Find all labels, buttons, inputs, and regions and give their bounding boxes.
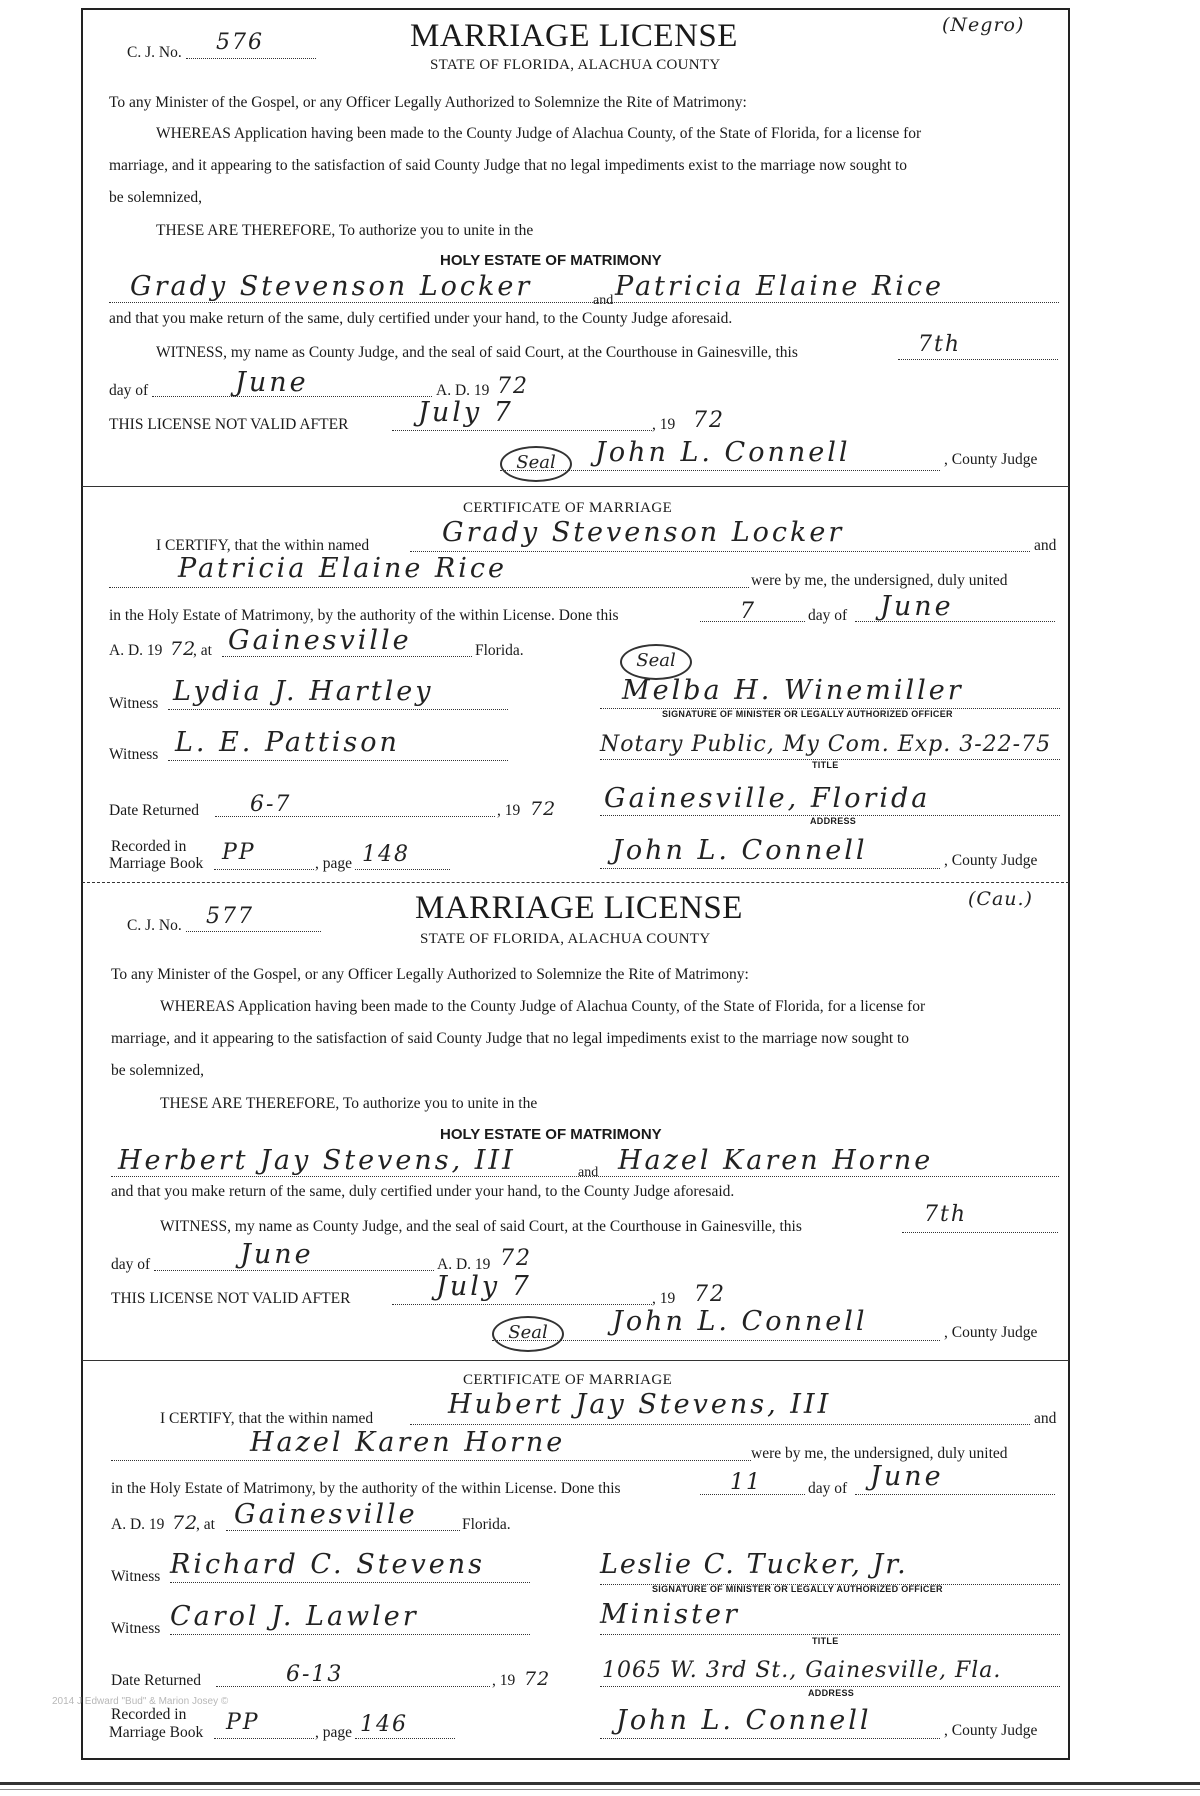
officer-signature: Melba H. Winemiller — [622, 675, 964, 706]
witness-1-name: Lydia J. Hartley — [173, 676, 434, 707]
and-word-2: and — [1034, 537, 1057, 554]
address-line: To any Minister of the Gospel, or any Officer Legally Authorized to Solemnize the Rite of Matrimony: — [111, 966, 749, 983]
year-suffix: , 19 — [652, 1290, 676, 1307]
florida-label: Florida. — [462, 1516, 511, 1533]
cert-groom-name: Hubert Jay Stevens, III — [448, 1389, 832, 1420]
title-caption: TITLE — [812, 1636, 839, 1646]
witness-1-label: Witness — [109, 695, 159, 712]
certify-line: I CERTIFY, that the within named — [160, 1410, 374, 1427]
witness-line: WITNESS, my name as County Judge, and the seal of said Court, at the Courthouse in Gainesville, this — [156, 344, 798, 361]
page-value: 146 — [360, 1712, 408, 1737]
witness-day: 7th — [918, 332, 962, 357]
county-judge-label-2: , County Judge — [944, 1722, 1038, 1739]
not-valid-label: THIS LICENSE NOT VALID AFTER — [111, 1290, 351, 1307]
day-of-label-2: day of — [808, 1480, 848, 1497]
recording-signature: John L. Connell — [612, 835, 868, 866]
ad-19-label: A. D. 19 — [436, 382, 490, 399]
whereas-line-3: be solemnized, — [111, 1062, 204, 1079]
recorded-in-label: Recorded in — [111, 838, 187, 855]
witness-1-label: Witness — [111, 1568, 161, 1585]
therefore-line: THESE ARE THEREFORE, To authorize you to unite in the — [160, 1095, 538, 1112]
valid-year: 72 — [693, 408, 725, 433]
signature-caption: SIGNATURE OF MINISTER OR LEGALLY AUTHORIZED OFFICER — [652, 1584, 943, 1594]
date-returned-value: 6-13 — [286, 1662, 344, 1687]
whereas-line-2: marriage, and it appearing to the satisfaction of said County Judge that no legal impediments exist to the marriage now sought to — [111, 1030, 910, 1047]
certify-line: I CERTIFY, that the within named — [156, 537, 370, 554]
signature-caption: SIGNATURE OF MINISTER OR LEGALLY AUTHORIZED OFFICER — [662, 709, 953, 719]
recorded-in-label: Recorded in — [111, 1706, 187, 1723]
address-caption: ADDRESS — [808, 1688, 855, 1698]
race-note: (Cau.) — [968, 888, 1033, 910]
whereas-line-1: WHEREAS Application having been made to the County Judge of Alachua County, of the State of Florida, for a license for — [156, 125, 922, 142]
officer-title: Minister — [600, 1599, 740, 1630]
at-word: , at — [193, 642, 212, 659]
united-line: were by me, the undersigned, duly united — [751, 1445, 1008, 1462]
day-of-label: day of — [109, 382, 149, 399]
done-day: 7 — [740, 599, 756, 624]
holy-estate-line: in the Holy Estate of Matrimony, by the authority of the within License. Done this — [109, 607, 619, 624]
officer-title: Notary Public, My Com. Exp. 3-22-75 — [600, 732, 1052, 757]
license-divider — [82, 882, 1069, 883]
witness-2-label: Witness — [111, 1620, 161, 1637]
therefore-line: THESE ARE THEREFORE, To authorize you to unite in the — [156, 222, 534, 239]
marriage-book-label: Marriage Book — [109, 855, 204, 872]
copyright-watermark: 2014 J Edward "Bud" & Marion Josey © — [52, 1696, 229, 1707]
cj-no-value: 577 — [206, 904, 254, 929]
witness-line: WITNESS, my name as County Judge, and the seal of said Court, at the Courthouse in Gainesville, this — [160, 1218, 802, 1235]
done-year: 72 — [170, 638, 197, 660]
returned-year: 72 — [524, 1668, 551, 1690]
united-line: were by me, the undersigned, duly united — [751, 572, 1008, 589]
witness-1-name: Richard C. Stevens — [170, 1549, 486, 1580]
cj-no-label: C. J. No. — [127, 44, 182, 61]
valid-until: July 7 — [436, 1271, 532, 1302]
page-value: 148 — [362, 842, 410, 867]
officer-address: Gainesville, Florida — [604, 783, 931, 814]
judge-signature: John L. Connell — [612, 1306, 868, 1337]
officer-seal-mark: Seal — [620, 644, 692, 680]
whereas-line-1: WHEREAS Application having been made to the County Judge of Alachua County, of the State of Florida, for a license for — [160, 998, 926, 1015]
florida-label: Florida. — [475, 642, 524, 659]
whereas-line-3: be solemnized, — [109, 189, 202, 206]
recording-signature: John L. Connell — [616, 1705, 872, 1736]
cj-no-label: C. J. No. — [127, 917, 182, 934]
groom-name: Herbert Jay Stevens, III — [118, 1145, 516, 1176]
returned-year: 72 — [530, 798, 557, 820]
place: Gainesville — [234, 1499, 418, 1530]
and-word: and — [593, 293, 614, 308]
date-returned-label: Date Returned — [111, 1672, 201, 1689]
cert-bride-name: Patricia Elaine Rice — [178, 553, 507, 584]
and-word-2: and — [1034, 1410, 1057, 1427]
holy-estate-heading: HOLY ESTATE OF MATRIMONY — [440, 252, 662, 269]
month: June — [240, 1239, 314, 1270]
bride-name: Hazel Karen Horne — [618, 1145, 934, 1176]
day-of-label: day of — [111, 1256, 151, 1273]
county-judge-label: , County Judge — [944, 1324, 1038, 1341]
book-value: PP — [226, 1710, 260, 1735]
seal-mark: Seal — [500, 446, 572, 482]
address-line: To any Minister of the Gospel, or any Officer Legally Authorized to Solemnize the Rite of Matrimony: — [109, 94, 747, 111]
holy-estate-heading: HOLY ESTATE OF MATRIMONY — [440, 1126, 662, 1143]
county-judge-label-2: , County Judge — [944, 852, 1038, 869]
book-value: PP — [222, 840, 256, 865]
returned-year-suffix: , 19 — [492, 1672, 516, 1689]
officer-signature: Leslie C. Tucker, Jr. — [600, 1549, 908, 1580]
license-subtitle: STATE OF FLORIDA, ALACHUA COUNTY — [420, 931, 711, 947]
cert-bride-name: Hazel Karen Horne — [250, 1427, 566, 1458]
page-label: , page — [315, 1724, 353, 1741]
judge-signature: John L. Connell — [595, 437, 851, 468]
year-suffix: , 19 — [652, 416, 676, 433]
ad-at-label: A. D. 19 — [111, 1516, 165, 1533]
valid-until: July 7 — [418, 397, 514, 428]
date-returned-value: 6-7 — [250, 792, 292, 817]
marriage-book-label: Marriage Book — [109, 1724, 204, 1741]
done-day: 11 — [730, 1470, 762, 1495]
year: 72 — [497, 374, 529, 399]
section-divider — [82, 486, 1069, 487]
holy-estate-line: in the Holy Estate of Matrimony, by the authority of the within License. Done this — [111, 1480, 621, 1497]
year: 72 — [500, 1246, 532, 1271]
done-month: June — [870, 1461, 944, 1492]
cj-no-value: 576 — [216, 30, 264, 55]
license-title: MARRIAGE LICENSE — [415, 890, 743, 926]
section-divider — [82, 1360, 1069, 1361]
officer-address: 1065 W. 3rd St., Gainesville, Fla. — [602, 1658, 1002, 1683]
witness-2-name: L. E. Pattison — [175, 727, 400, 758]
valid-year: 72 — [694, 1282, 726, 1307]
county-judge-label: , County Judge — [944, 451, 1038, 468]
month: June — [235, 367, 309, 398]
groom-name: Grady Stevenson Locker — [130, 271, 533, 302]
address-caption: ADDRESS — [810, 816, 857, 826]
at-word: , at — [196, 1516, 215, 1533]
done-month: June — [880, 591, 954, 622]
page-bottom-edge-line — [0, 1789, 1200, 1790]
seal-mark: Seal — [492, 1316, 564, 1352]
day-of-label-2: day of — [808, 607, 848, 624]
witness-day: 7th — [924, 1202, 968, 1227]
race-note: (Negro) — [942, 14, 1025, 36]
page-label: , page — [315, 855, 353, 872]
returned-year-suffix: , 19 — [497, 802, 521, 819]
not-valid-label: THIS LICENSE NOT VALID AFTER — [109, 416, 349, 433]
whereas-line-2: marriage, and it appearing to the satisfaction of said County Judge that no legal impediments exist to the marriage now sought to — [109, 157, 908, 174]
done-year: 72 — [172, 1512, 199, 1534]
bride-name: Patricia Elaine Rice — [615, 271, 944, 302]
witness-2-name: Carol J. Lawler — [170, 1601, 419, 1632]
return-line: and that you make return of the same, duly certified under your hand, to the County Judge aforesaid. — [109, 310, 733, 327]
place: Gainesville — [228, 625, 412, 656]
license-title: MARRIAGE LICENSE — [410, 18, 738, 54]
certificate-title: CERTIFICATE OF MARRIAGE — [463, 1372, 673, 1388]
title-caption: TITLE — [812, 760, 839, 770]
date-returned-label: Date Returned — [109, 802, 199, 819]
cert-groom-name: Grady Stevenson Locker — [442, 517, 845, 548]
certificate-title: CERTIFICATE OF MARRIAGE — [463, 500, 673, 516]
ad-at-label: A. D. 19 — [109, 642, 163, 659]
return-line: and that you make return of the same, duly certified under your hand, to the County Judge aforesaid. — [111, 1183, 735, 1200]
ad-19-label: A. D. 19 — [437, 1256, 491, 1273]
and-word: and — [578, 1165, 599, 1180]
page-bottom-edge — [0, 1782, 1200, 1785]
license-subtitle: STATE OF FLORIDA, ALACHUA COUNTY — [430, 57, 721, 73]
witness-2-label: Witness — [109, 746, 159, 763]
